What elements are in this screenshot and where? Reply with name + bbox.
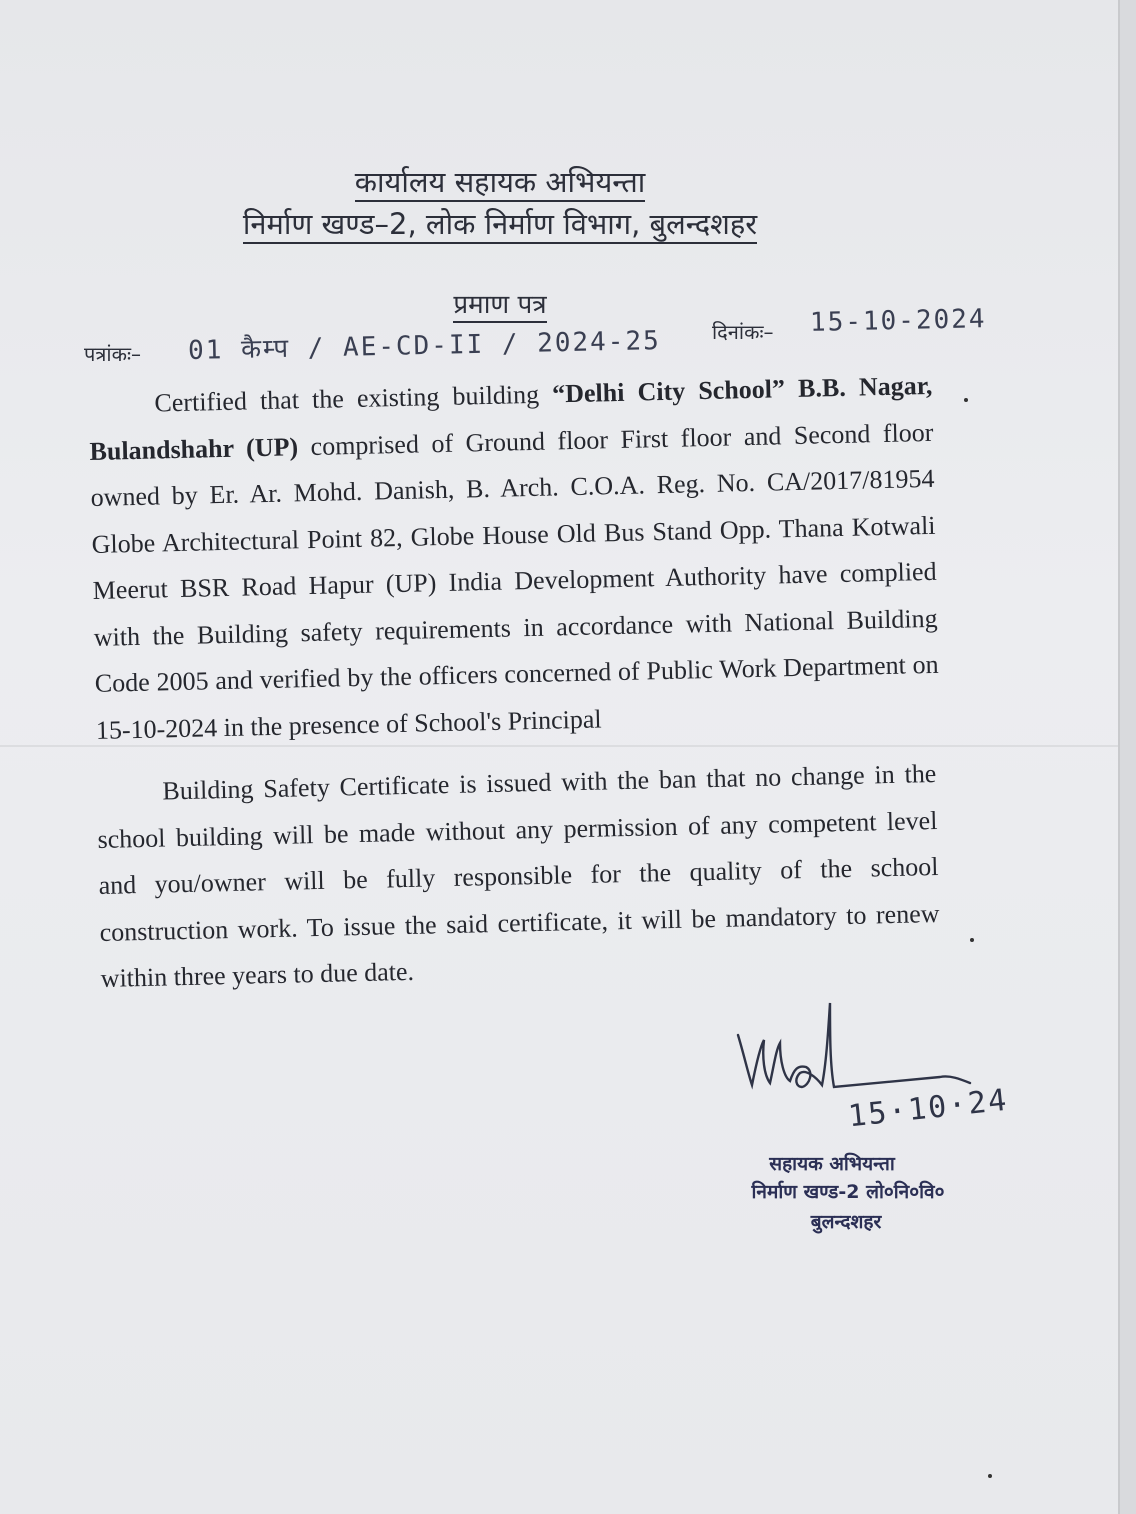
office-division-text: निर्माण खण्ड–2, लोक निर्माण विभाग, बुलन्दशहर	[243, 207, 757, 244]
reference-number: 01 कैम्प / AE-CD-II / 2024-25	[187, 326, 662, 366]
date-label: दिनांकः–	[712, 320, 774, 344]
paper-speck	[964, 398, 968, 402]
date-value: 15-10-2024	[809, 304, 987, 338]
stamp-division: निर्माण खण्ड-2 लो०नि०वि०	[751, 1181, 945, 1203]
certificate-paragraph-1	[88, 363, 940, 754]
p1-text-c: comprised of Ground floor First floor and Second floor owned by Er. Ar. Mohd. Danish, B. Arch. C.O.A. Reg. No. CA/2017/81954 Globe Architectural Point 82, Globe House Old Bus Stand Opp. Thana Kotwali Meerut BSR Road Hapur (UP) India Development Authority have complied with the Building safety requirements in accordance with National Building Code 2005 and verified by the officers concerned of Public Work Department on 15-10-2024 in the presence of School's Principal	[90, 417, 939, 745]
office-title	[200, 162, 800, 201]
school-name: “Delhi City School”	[551, 374, 786, 409]
signature-block	[730, 995, 1010, 1145]
certificate-title	[350, 285, 650, 321]
office-division	[200, 204, 800, 243]
reference-label: पत्रांकः–	[84, 342, 141, 366]
school-location: Bulandshahr (UP)	[89, 431, 299, 466]
paper-speck	[988, 1474, 992, 1478]
signature-date: 15·10·24	[846, 1082, 1010, 1135]
certificate-paragraph-2	[96, 751, 941, 1002]
office-title-text: कार्यालय सहायक अभियन्ता	[355, 165, 646, 202]
p2-text: Building Safety Certificate is issued with the ban that no change in the school building will be made without any permission of any competent level and you/owner will be fully responsible for the quality of the school construction work. To issue the said certificate, it will be mandatory to renew within three years to due date.	[97, 758, 940, 993]
p1-text-b: B.B. Nagar,	[784, 370, 933, 404]
p1-text-a: Certified that the existing building	[154, 379, 553, 418]
stamp-city: बुलन्दशहर	[810, 1211, 882, 1233]
stamp-designation: सहायक अभियन्ता	[769, 1153, 895, 1175]
paper-speck	[970, 938, 974, 942]
certificate-title-text: प्रमाण पत्र	[453, 290, 546, 323]
